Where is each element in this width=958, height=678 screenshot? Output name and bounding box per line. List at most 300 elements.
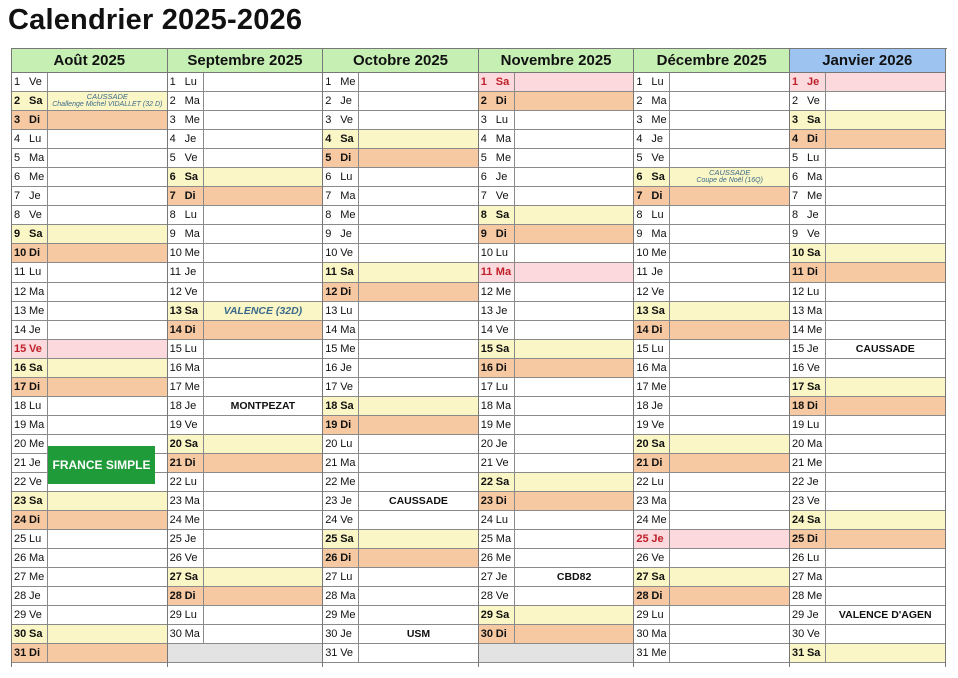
- day-row[interactable]: [479, 625, 634, 644]
- day-of-week: Ma: [184, 492, 204, 510]
- day-row[interactable]: [323, 263, 478, 282]
- day-row[interactable]: [790, 263, 945, 282]
- day-row[interactable]: [634, 435, 789, 454]
- day-event-cell: [515, 130, 634, 148]
- month-header: Décembre 2025: [634, 49, 789, 73]
- event-label[interactable]: CAUSSADE: [709, 168, 751, 178]
- day-row[interactable]: [790, 359, 945, 378]
- event-label[interactable]: CAUSSADE: [389, 495, 448, 508]
- day-row[interactable]: [790, 587, 945, 606]
- day-row[interactable]: [12, 302, 167, 321]
- day-row[interactable]: [12, 359, 167, 378]
- day-row[interactable]: [12, 149, 167, 168]
- day-event-cell: [204, 416, 323, 434]
- day-row[interactable]: [634, 473, 789, 492]
- day-row[interactable]: [323, 302, 478, 321]
- day-row[interactable]: [12, 587, 167, 606]
- day-number: 11: [323, 263, 339, 281]
- day-row[interactable]: [479, 302, 634, 321]
- day-of-week: Je: [339, 359, 359, 377]
- day-number: 19: [14, 418, 27, 431]
- day-row[interactable]: [790, 130, 945, 149]
- day-event-cell: [48, 206, 167, 224]
- day-row[interactable]: [323, 321, 478, 340]
- day-row[interactable]: [323, 549, 478, 568]
- day-row[interactable]: [790, 187, 945, 206]
- day-event-cell: [204, 225, 323, 243]
- day-row[interactable]: [790, 530, 945, 549]
- day-of-week: Lu: [28, 530, 48, 548]
- day-row[interactable]: [790, 397, 945, 416]
- day-row[interactable]: [479, 549, 634, 568]
- day-row[interactable]: [790, 206, 945, 225]
- day-row[interactable]: [479, 587, 634, 606]
- day-event-cell: [204, 244, 323, 262]
- day-event-cell: [204, 606, 323, 624]
- day-number: 24: [12, 511, 28, 529]
- day-row[interactable]: [479, 511, 634, 530]
- day-number: 22: [479, 473, 495, 491]
- day-row[interactable]: [323, 283, 478, 302]
- event-label[interactable]: VALENCE (32D): [223, 304, 303, 317]
- day-row[interactable]: [634, 530, 789, 549]
- day-of-week: Di: [339, 549, 359, 567]
- day-row[interactable]: [634, 187, 789, 206]
- day-of-week: Je: [650, 530, 670, 548]
- day-row[interactable]: [479, 149, 634, 168]
- event-france-simple[interactable]: FRANCE SIMPLE: [48, 446, 155, 484]
- day-row[interactable]: [12, 644, 167, 663]
- event-sublabel[interactable]: Challenge Michel VIDALLET (32 D): [52, 101, 163, 109]
- day-of-week: Ma: [184, 225, 204, 243]
- day-of-week: Di: [495, 225, 515, 243]
- day-row[interactable]: [323, 606, 478, 625]
- day-row[interactable]: [634, 340, 789, 359]
- day-row[interactable]: [168, 530, 323, 549]
- day-event-cell: [359, 206, 478, 224]
- day-row[interactable]: [479, 92, 634, 111]
- day-row[interactable]: [479, 606, 634, 625]
- day-row[interactable]: [323, 492, 478, 511]
- day-of-week: Me: [806, 321, 826, 339]
- day-row[interactable]: [12, 130, 167, 149]
- day-row[interactable]: [323, 454, 478, 473]
- day-event-cell: [204, 149, 323, 167]
- day-row[interactable]: [168, 378, 323, 397]
- day-row[interactable]: [168, 244, 323, 263]
- day-row[interactable]: [634, 625, 789, 644]
- day-row[interactable]: [323, 568, 478, 587]
- day-row[interactable]: [168, 511, 323, 530]
- day-row[interactable]: [168, 587, 323, 606]
- day-row[interactable]: [12, 283, 167, 302]
- day-of-week: Ve: [806, 225, 826, 243]
- day-row[interactable]: [323, 130, 478, 149]
- day-row[interactable]: [479, 435, 634, 454]
- day-row[interactable]: [168, 606, 323, 625]
- day-row[interactable]: [323, 111, 478, 130]
- day-of-week: [495, 644, 515, 662]
- day-row[interactable]: [634, 263, 789, 282]
- day-row[interactable]: [479, 359, 634, 378]
- day-row[interactable]: [323, 149, 478, 168]
- day-number: 15: [169, 342, 182, 355]
- day-of-week: Di: [184, 454, 204, 472]
- day-of-week: Sa: [28, 92, 48, 110]
- day-row[interactable]: [168, 549, 323, 568]
- day-of-week: Ve: [650, 283, 670, 301]
- day-number: 16: [636, 361, 649, 374]
- day-row[interactable]: [168, 340, 323, 359]
- day-row[interactable]: [634, 606, 789, 625]
- day-row[interactable]: [634, 416, 789, 435]
- day-row[interactable]: [790, 340, 945, 359]
- day-row[interactable]: [323, 530, 478, 549]
- day-row[interactable]: [323, 587, 478, 606]
- day-row[interactable]: [168, 302, 323, 321]
- day-row[interactable]: [12, 530, 167, 549]
- day-event-cell: [826, 644, 945, 662]
- day-row[interactable]: [12, 263, 167, 282]
- day-row[interactable]: [790, 378, 945, 397]
- day-of-week: Ma: [495, 263, 515, 281]
- day-event-cell: [515, 321, 634, 339]
- day-row[interactable]: [790, 168, 945, 187]
- day-number: 5: [14, 152, 21, 165]
- day-of-week: Je: [495, 435, 515, 453]
- day-event-cell: [515, 168, 634, 186]
- day-row[interactable]: [12, 244, 167, 263]
- day-row[interactable]: [323, 644, 478, 663]
- event-label[interactable]: MONTPEZAT: [230, 399, 296, 412]
- day-number: 29: [791, 609, 805, 622]
- day-event-cell: [48, 492, 167, 510]
- day-number: 10: [12, 244, 28, 262]
- day-row[interactable]: [12, 321, 167, 340]
- day-number: 22: [791, 475, 805, 488]
- day-row[interactable]: [790, 606, 945, 625]
- day-row[interactable]: [479, 416, 634, 435]
- day-of-week: Sa: [495, 73, 515, 91]
- day-event-cell: [204, 587, 323, 605]
- day-row[interactable]: [168, 168, 323, 187]
- day-event-cell: [359, 321, 478, 339]
- day-row[interactable]: [790, 302, 945, 321]
- day-number: 4: [480, 133, 487, 146]
- day-number: 9: [325, 228, 332, 241]
- day-number: 5: [636, 152, 643, 165]
- day-row[interactable]: [168, 473, 323, 492]
- day-of-week: Lu: [650, 206, 670, 224]
- day-row[interactable]: [323, 378, 478, 397]
- day-event-cell: [826, 244, 945, 262]
- day-row[interactable]: [790, 321, 945, 340]
- day-row[interactable]: [168, 435, 323, 454]
- day-number: 6: [325, 171, 332, 184]
- day-row[interactable]: [634, 244, 789, 263]
- day-row[interactable]: [323, 435, 478, 454]
- day-of-week: Lu: [184, 73, 204, 91]
- day-row[interactable]: [790, 511, 945, 530]
- day-number: 5: [480, 152, 487, 165]
- day-row[interactable]: [634, 73, 789, 92]
- day-row[interactable]: [790, 625, 945, 644]
- day-event-cell: [359, 587, 478, 605]
- day-row[interactable]: [323, 206, 478, 225]
- day-row[interactable]: [634, 302, 789, 321]
- day-row[interactable]: [790, 644, 945, 663]
- day-event-cell: [48, 149, 167, 167]
- day-row[interactable]: [168, 225, 323, 244]
- day-of-week: Je: [184, 530, 204, 548]
- day-row[interactable]: [634, 644, 789, 663]
- day-row[interactable]: [634, 568, 789, 587]
- day-row[interactable]: [479, 225, 634, 244]
- day-row[interactable]: [634, 511, 789, 530]
- day-row[interactable]: [168, 73, 323, 92]
- day-of-week: Lu: [184, 473, 204, 491]
- day-row[interactable]: [790, 549, 945, 568]
- day-event-cell: [670, 435, 789, 453]
- day-event-cell: [204, 340, 323, 358]
- day-of-week: Me: [806, 454, 826, 472]
- day-row[interactable]: [12, 606, 167, 625]
- day-number: 2: [12, 92, 28, 110]
- day-of-week: Ve: [339, 244, 359, 262]
- day-row[interactable]: [479, 340, 634, 359]
- day-row[interactable]: [790, 473, 945, 492]
- day-row[interactable]: [634, 206, 789, 225]
- day-of-week: Je: [339, 492, 359, 510]
- day-row[interactable]: [12, 549, 167, 568]
- day-row[interactable]: [634, 283, 789, 302]
- day-row[interactable]: [12, 340, 167, 359]
- day-row[interactable]: [323, 473, 478, 492]
- day-row[interactable]: [323, 340, 478, 359]
- day-row[interactable]: [12, 416, 167, 435]
- day-row[interactable]: [12, 225, 167, 244]
- day-row[interactable]: [634, 397, 789, 416]
- day-of-week: Lu: [28, 397, 48, 415]
- event-label[interactable]: USM: [406, 628, 431, 641]
- day-number: 3: [480, 114, 487, 127]
- day-event-cell: [204, 283, 323, 301]
- day-number: 23: [791, 495, 805, 508]
- day-number: 26: [480, 552, 494, 565]
- day-row[interactable]: [634, 92, 789, 111]
- day-number: 13: [325, 304, 338, 317]
- day-row[interactable]: [323, 511, 478, 530]
- event-sublabel[interactable]: Coupe de Noël (16Q): [696, 177, 763, 185]
- day-row[interactable]: [323, 244, 478, 263]
- day-row[interactable]: [12, 168, 167, 187]
- day-of-week: Ma: [806, 302, 826, 320]
- day-of-week: Me: [650, 378, 670, 396]
- day-row[interactable]: [12, 187, 167, 206]
- day-of-week: Me: [28, 435, 48, 453]
- day-number: 12: [791, 285, 805, 298]
- day-row[interactable]: [634, 492, 789, 511]
- day-row[interactable]: [479, 244, 634, 263]
- day-row[interactable]: [168, 359, 323, 378]
- day-number: 20: [480, 437, 494, 450]
- event-label[interactable]: VALENCE D'AGEN: [838, 609, 932, 622]
- day-row[interactable]: [323, 187, 478, 206]
- day-row[interactable]: [323, 397, 478, 416]
- day-row[interactable]: [479, 283, 634, 302]
- day-row[interactable]: [323, 168, 478, 187]
- day-row[interactable]: [634, 549, 789, 568]
- day-row[interactable]: [479, 492, 634, 511]
- day-event-cell: [515, 73, 634, 91]
- empty-day-row: [168, 644, 323, 663]
- day-row[interactable]: [12, 397, 167, 416]
- day-row[interactable]: [479, 111, 634, 130]
- day-number: 6: [634, 168, 650, 186]
- day-row[interactable]: [634, 454, 789, 473]
- day-row[interactable]: [12, 206, 167, 225]
- day-number: 9: [12, 225, 28, 243]
- day-of-week: Ve: [184, 149, 204, 167]
- day-row[interactable]: [790, 149, 945, 168]
- day-event-cell: [359, 149, 478, 167]
- day-event-cell: [359, 111, 478, 129]
- day-of-week: Ve: [28, 206, 48, 224]
- day-event-cell: [359, 435, 478, 453]
- event-label[interactable]: CAUSSADE: [855, 342, 915, 355]
- day-of-week: Di: [28, 511, 48, 529]
- day-of-week: Ma: [184, 92, 204, 110]
- day-row[interactable]: [790, 283, 945, 302]
- day-row[interactable]: [479, 321, 634, 340]
- day-row[interactable]: [790, 435, 945, 454]
- day-row[interactable]: [323, 416, 478, 435]
- day-row[interactable]: [479, 168, 634, 187]
- day-of-week: Di: [495, 92, 515, 110]
- day-event-cell: [204, 321, 323, 339]
- day-row[interactable]: [323, 625, 478, 644]
- day-of-week: Me: [650, 644, 670, 662]
- day-event-cell: [670, 244, 789, 262]
- day-row[interactable]: [634, 111, 789, 130]
- day-number: 20: [634, 435, 650, 453]
- day-row[interactable]: [168, 568, 323, 587]
- day-row[interactable]: [790, 492, 945, 511]
- day-row[interactable]: [479, 397, 634, 416]
- day-of-week: Sa: [495, 340, 515, 358]
- day-of-week: Di: [339, 149, 359, 167]
- day-row[interactable]: [634, 378, 789, 397]
- day-row[interactable]: [12, 73, 167, 92]
- day-row[interactable]: [479, 473, 634, 492]
- day-number: [479, 644, 495, 662]
- day-row[interactable]: [479, 187, 634, 206]
- day-row[interactable]: [168, 397, 323, 416]
- day-row[interactable]: [168, 625, 323, 644]
- day-row[interactable]: [168, 187, 323, 206]
- day-row[interactable]: [479, 130, 634, 149]
- day-row[interactable]: [323, 225, 478, 244]
- day-row[interactable]: [168, 283, 323, 302]
- day-row[interactable]: [12, 378, 167, 397]
- day-row[interactable]: [168, 454, 323, 473]
- day-row[interactable]: [790, 416, 945, 435]
- day-row[interactable]: [790, 111, 945, 130]
- day-row[interactable]: [168, 130, 323, 149]
- day-of-week: Lu: [806, 283, 826, 301]
- day-of-week: Di: [806, 130, 826, 148]
- day-row[interactable]: [634, 130, 789, 149]
- month-column: [479, 49, 635, 667]
- day-row[interactable]: [168, 492, 323, 511]
- day-row[interactable]: [634, 168, 789, 187]
- day-number: 1: [14, 76, 21, 88]
- day-row[interactable]: [479, 206, 634, 225]
- day-row[interactable]: [479, 263, 634, 282]
- day-of-week: Ve: [650, 549, 670, 567]
- day-row[interactable]: [634, 149, 789, 168]
- day-event-cell: [48, 187, 167, 205]
- day-row[interactable]: [12, 492, 167, 511]
- day-row[interactable]: [790, 244, 945, 263]
- day-row[interactable]: [479, 378, 634, 397]
- day-of-week: Ve: [495, 187, 515, 205]
- day-row[interactable]: [790, 73, 945, 92]
- day-row[interactable]: [323, 359, 478, 378]
- day-row[interactable]: [12, 111, 167, 130]
- day-number: 4: [169, 133, 176, 146]
- day-event-cell: [359, 568, 478, 586]
- day-row[interactable]: [168, 149, 323, 168]
- day-row[interactable]: [634, 225, 789, 244]
- day-of-week: Lu: [339, 302, 359, 320]
- day-row[interactable]: [168, 321, 323, 340]
- day-row[interactable]: [168, 263, 323, 282]
- day-number: 21: [168, 454, 184, 472]
- day-row[interactable]: [790, 92, 945, 111]
- day-row[interactable]: [479, 530, 634, 549]
- day-row[interactable]: [790, 454, 945, 473]
- day-event-cell: [204, 511, 323, 529]
- day-event-cell: [204, 168, 323, 186]
- day-event-cell: [48, 644, 167, 662]
- day-row[interactable]: [634, 321, 789, 340]
- day-row[interactable]: [168, 111, 323, 130]
- day-of-week: Di: [650, 454, 670, 472]
- day-row[interactable]: [12, 568, 167, 587]
- event-label[interactable]: CAUSSADE: [86, 92, 128, 102]
- event-label[interactable]: CBD82: [556, 571, 592, 584]
- day-row[interactable]: [479, 454, 634, 473]
- day-row[interactable]: [634, 587, 789, 606]
- day-row[interactable]: [168, 92, 323, 111]
- day-row[interactable]: [634, 359, 789, 378]
- day-row[interactable]: [323, 92, 478, 111]
- day-row[interactable]: [168, 416, 323, 435]
- day-row[interactable]: [479, 568, 634, 587]
- day-of-week: Ma: [28, 283, 48, 301]
- day-row[interactable]: [323, 73, 478, 92]
- day-row[interactable]: [168, 206, 323, 225]
- day-row[interactable]: [790, 225, 945, 244]
- day-event-cell: [204, 397, 323, 415]
- day-row[interactable]: [12, 625, 167, 644]
- day-number: 12: [169, 285, 182, 298]
- day-row[interactable]: [12, 92, 167, 111]
- day-row[interactable]: [479, 73, 634, 92]
- day-row[interactable]: [790, 568, 945, 587]
- day-row[interactable]: [12, 511, 167, 530]
